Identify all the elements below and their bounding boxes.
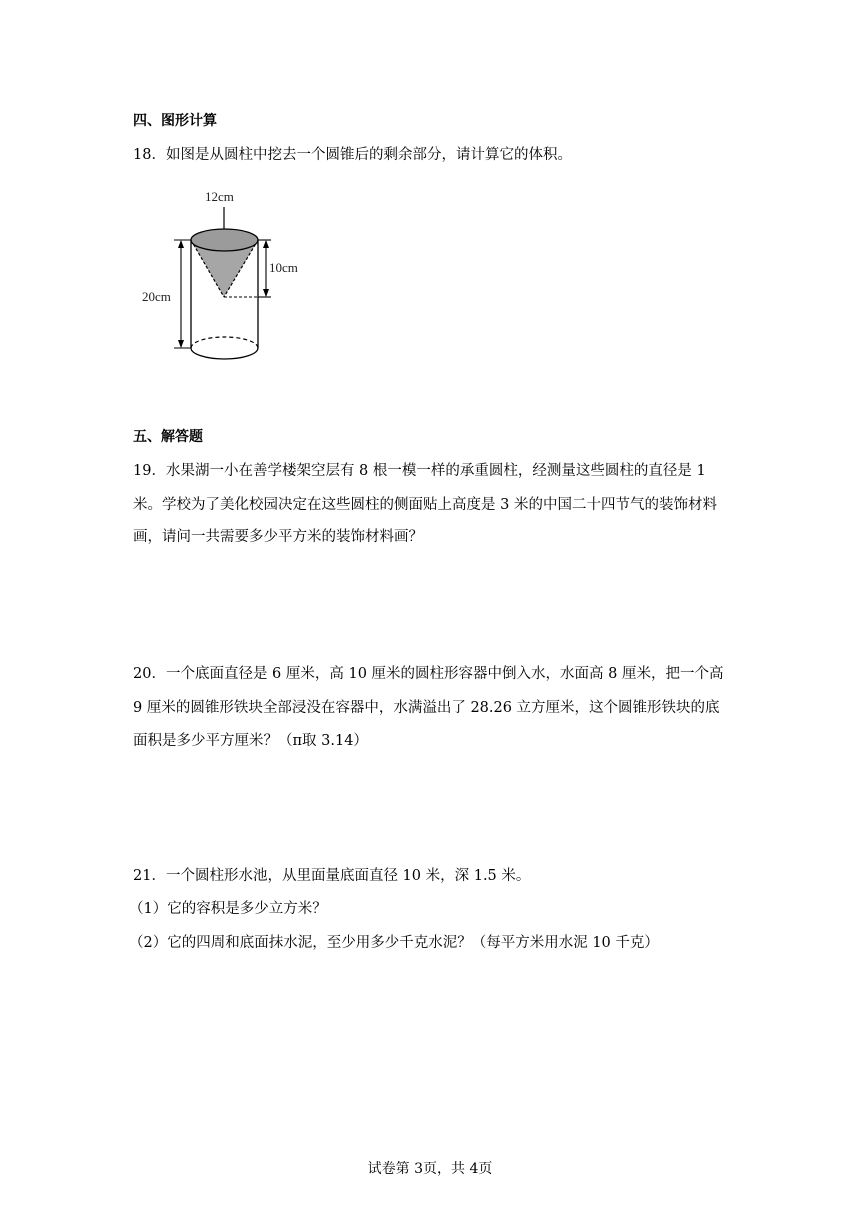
diameter-label: 12cm <box>205 189 234 204</box>
cylinder-top-ellipse <box>191 229 258 251</box>
question-18: 18．如图是从圆柱中挖去一个圆锥后的剩余部分，请计算它的体积。 <box>133 147 572 163</box>
section-heading-4: 四、图形计算 <box>133 113 217 129</box>
question-19-line-1: 19．水果湖一小在善学楼架空层有 8 根一模一样的承重圆柱，经测量这些圆柱的直径是 1 <box>133 463 706 479</box>
question-21-part-2: （2）它的四周和底面抹水泥，至少用多少千克水泥？（每平方米用水泥 10 千克） <box>129 935 659 951</box>
cylinder-height-arrowhead-top <box>178 240 184 248</box>
cylinder-bottom-back <box>191 337 258 348</box>
cylinder-height-arrowhead-bottom <box>178 340 184 348</box>
question-20-line-1: 20．一个底面直径是 6 厘米，高 10 厘米的圆柱形容器中倒入水，水面高 8 厘米，把一个高 <box>133 666 724 682</box>
question-21-stem: 21．一个圆柱形水池，从里面量底面直径 10 米，深 1.5 米。 <box>133 868 531 884</box>
cone-height-arrowhead-top <box>263 240 269 248</box>
cylinder-cone-figure <box>140 185 320 370</box>
section-heading-5: 五、解答题 <box>133 429 203 445</box>
question-19-line-2: 米。学校为了美化校园决定在这些圆柱的侧面贴上高度是 3 米的中国二十四节气的装饰材料 <box>133 497 717 513</box>
question-19-line-3: 画，请问一共需要多少平方米的装饰材料画？ <box>133 529 423 545</box>
question-20-line-3: 面积是多少平方厘米？（π取 3.14） <box>133 733 368 749</box>
cone-height-label: 10cm <box>269 260 298 275</box>
cylinder-height-label: 20cm <box>142 289 171 304</box>
cone-height-arrowhead-bottom <box>263 289 269 297</box>
question-20-line-2: 9 厘米的圆锥形铁块全部浸没在容器中，水满溢出了 28.26 立方厘米，这个圆锥形铁块的底 <box>133 700 720 716</box>
page-footer: 试卷第 3页，共 4页 <box>367 1161 493 1177</box>
question-21-part-1: （1）它的容积是多少立方米？ <box>129 901 327 917</box>
cylinder-bottom-front <box>191 348 258 359</box>
